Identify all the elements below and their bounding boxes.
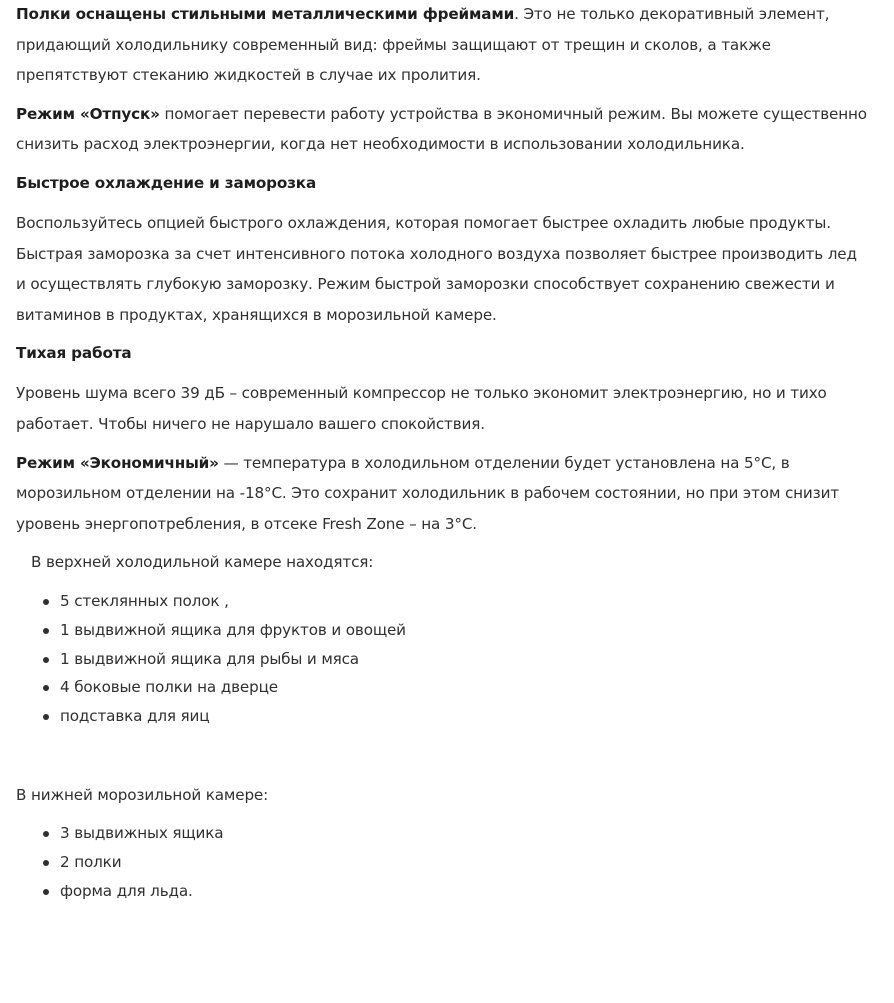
list-item: 1 выдвижной ящика для фруктов и овощей bbox=[60, 616, 870, 645]
upper-compartment-title: В верхней холодильной камере находятся: bbox=[31, 553, 374, 572]
list-item: форма для льда. bbox=[60, 877, 870, 906]
list-item: 5 стеклянных полок , bbox=[60, 587, 870, 616]
vacation-mode-text: помогает перевести работу устройства в экономичный режим. Вы можете существенно снизить расход электроэнергии, когда нет необходимости в использовании холодильника. bbox=[16, 104, 867, 154]
lower-compartment-title: В нижней морозильной камере: bbox=[16, 785, 269, 804]
vacation-mode-title: Режим «Отпуск» bbox=[16, 104, 160, 123]
list-item: 2 полки bbox=[60, 848, 870, 877]
paragraph-quiet-operation: Уровень шума всего 39 дБ – современный компрессор не только экономит электроэнергию, но и тихо работает. Чтобы ничего не нарушало вашего спокойствия. bbox=[16, 384, 827, 433]
paragraph-eco-mode bbox=[16, 448, 870, 540]
paragraph-fast-cooling: Воспользуйтесь опцией быстрого охлаждения, которая помогает быстрее охладить любые продукты. Быстрая заморозка за счет интенсивного потока холодного воздуха позволяет быстрее производить лед и осуществлять глубокую заморозку. Режим быстрой заморозки способствует сохранению свежести и витаминов в продуктах, хранящихся в морозильной камере. bbox=[16, 213, 857, 324]
list-item: 1 выдвижной ящика для рыбы и мяса bbox=[60, 645, 870, 674]
upper-compartment-list bbox=[16, 587, 870, 731]
list-item: подставка для яиц bbox=[60, 702, 870, 731]
spacer bbox=[16, 731, 870, 780]
shelves-feature-title: Полки оснащены стильными металлическими фреймами bbox=[16, 5, 515, 23]
list-item: 4 боковые полки на дверце bbox=[60, 673, 870, 702]
lower-compartment-list bbox=[16, 819, 870, 905]
heading-quiet-operation: Тихая работа bbox=[16, 344, 132, 363]
shelves-feature-text: . Это не только декоративный элемент, придающий холодильнику современный вид: фреймы защищают от трещин и сколов, а также препятствуют стеканию жидкостей в случае их пролития. bbox=[16, 5, 830, 85]
paragraph-vacation-mode bbox=[16, 99, 870, 160]
eco-mode-text: — температура в холодильном отделении будет установлена на 5°C, в морозильном отделении на -18°C. Это сохранит холодильник в рабочем состоянии, но при этом снизит уровень энергопотребления, в отсеке Fresh Zone – на 3°C. bbox=[16, 453, 839, 533]
eco-mode-title: Режим «Экономичный» bbox=[16, 453, 219, 472]
heading-fast-cooling: Быстрое охлаждение и заморозка bbox=[16, 173, 317, 192]
list-item: 3 выдвижных ящика bbox=[60, 819, 870, 848]
paragraph-shelves bbox=[16, 0, 870, 91]
